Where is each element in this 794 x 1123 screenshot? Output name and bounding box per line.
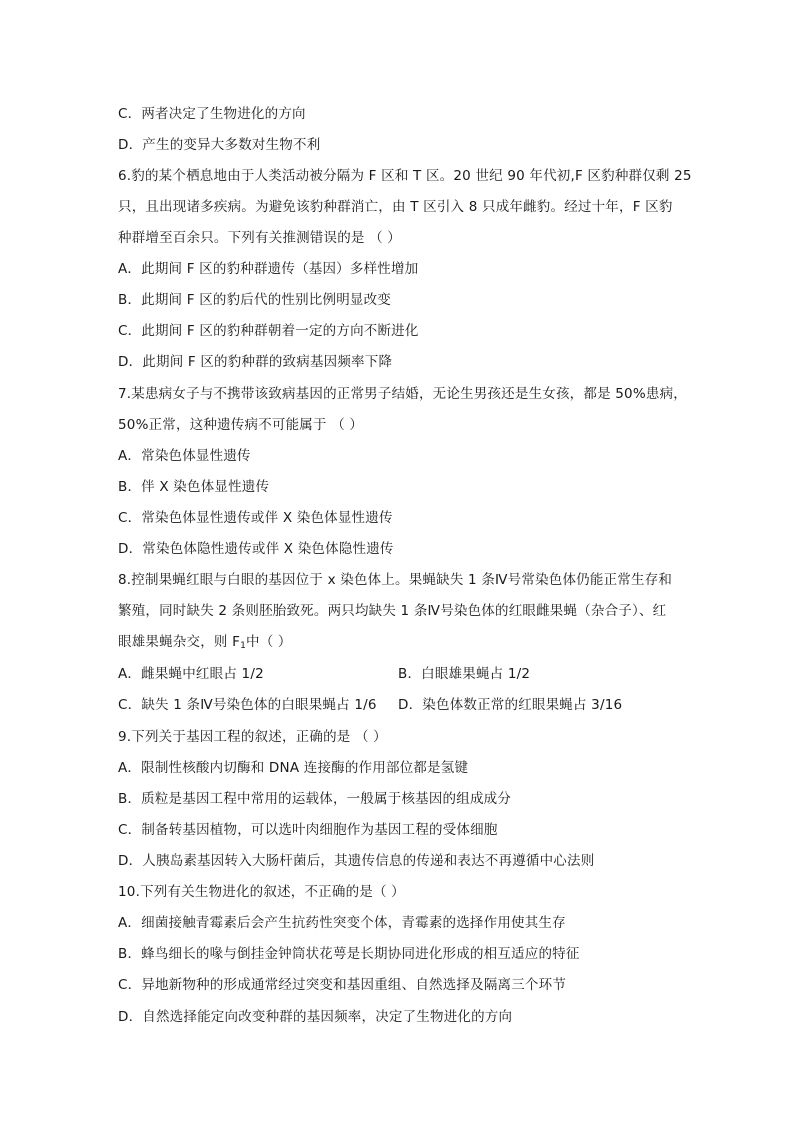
q8-option-b: B．白眼雄果蝇占 1/2 <box>398 666 531 682</box>
q9-option-a: A．限制性核酸内切酶和 DNA 连接酶的作用部位都是氢键 <box>118 760 469 776</box>
q8-option-c: C．缺失 1 条Ⅳ号染色体的白眼果蝇占 1/6 <box>118 697 377 713</box>
q8-stem-line1: 8.控制果蝇红眼与白眼的基因位于 x 染色体上。果蝇缺失 1 条Ⅳ号常染色体仍能正常生存和 <box>118 572 673 588</box>
q6-option-a: A．此期间 F 区的豹种群遗传（基因）多样性增加 <box>118 261 419 277</box>
q10-option-c: C．异地新物种的形成通常经过突变和基因重组、自然选择及隔离三个环节 <box>118 977 567 993</box>
q7-stem-line1: 7.某患病女子与不携带该致病基因的正常男子结婚，无论生男孩还是生女孩，都是 50%患病， <box>118 386 687 402</box>
q6-option-d: D．此期间 F 区的豹种群的致病基因频率下降 <box>118 354 393 370</box>
q7-option-c: C．常染色体显性遗传或伴 X 染色体显性遗传 <box>118 510 393 526</box>
q6-option-b: B．此期间 F 区的豹后代的性别比例明显改变 <box>118 292 392 308</box>
q5-option-c: C．两者决定了生物进化的方向 <box>118 106 306 122</box>
q9-option-b: B．质粒是基因工程中常用的运载体，一般属于核基因的组成成分 <box>118 791 512 807</box>
q7-option-b: B．伴 X 染色体显性遗传 <box>118 479 270 495</box>
q8-stem-line3-before: 眼雄果蝇杂交，则 F <box>118 634 241 650</box>
q6-option-c: C．此期间 F 区的豹种群朝着一定的方向不断进化 <box>118 323 419 339</box>
q9-stem: 9.下列关于基因工程的叙述，正确的是 （ ） <box>118 729 387 745</box>
q8-stem-line2: 繁殖，同时缺失 2 条则胚胎致死。两只均缺失 1 条Ⅳ号染色体的红眼雌果蝇（杂合子）、红 <box>118 603 667 619</box>
q8-option-a: A．雌果蝇中红眼占 1/2 <box>118 666 264 682</box>
q6-stem-line3: 种群增至百余只。下列有关推测错误的是 （ ） <box>118 230 401 246</box>
q7-option-a: A．常染色体显性遗传 <box>118 448 251 464</box>
q10-option-d: D．自然选择能定向改变种群的基因频率，决定了生物进化的方向 <box>118 1009 513 1025</box>
q10-option-a: A．细菌接触青霉素后会产生抗药性突变个体，青霉素的选择作用使其生存 <box>118 915 566 931</box>
q7-option-d: D．常染色体隐性遗传或伴 X 染色体隐性遗传 <box>118 541 394 557</box>
q7-stem-line2: 50%正常，这种遗传病不可能属于 （ ） <box>118 417 364 433</box>
q8-stem-line3-after: 中（ ） <box>246 634 292 650</box>
q10-option-b: B．蜂鸟细长的喙与倒挂金钟筒状花萼是长期协同进化形成的相互适应的特征 <box>118 946 580 962</box>
q5-option-d: D．产生的变异大多数对生物不利 <box>118 137 321 153</box>
q9-option-c: C．制备转基因植物，可以选叶肉细胞作为基因工程的受体细胞 <box>118 822 498 838</box>
q8-stem-line3-subscript: 1 <box>240 641 246 651</box>
q8-option-d: D．染色体数正常的红眼果蝇占 3/16 <box>398 697 623 713</box>
q6-stem-line1: 6.豹的某个栖息地由于人类活动被分隔为 F 区和 T 区。20 世纪 90 年代初,F 区豹种群仅剩 25 <box>118 168 692 184</box>
q8-stem-line3 <box>118 632 292 656</box>
q9-option-d: D．人胰岛素基因转入大肠杆菌后，其遗传信息的传递和表达不再遵循中心法则 <box>118 853 595 869</box>
q10-stem: 10.下列有关生物进化的叙述，不正确的是（ ） <box>118 884 405 900</box>
q6-stem-line2: 只，且出现诸多疾病。为避免该豹种群消亡，由 T 区引入 8 只成年雌豹。经过十年，F 区豹 <box>118 199 673 215</box>
